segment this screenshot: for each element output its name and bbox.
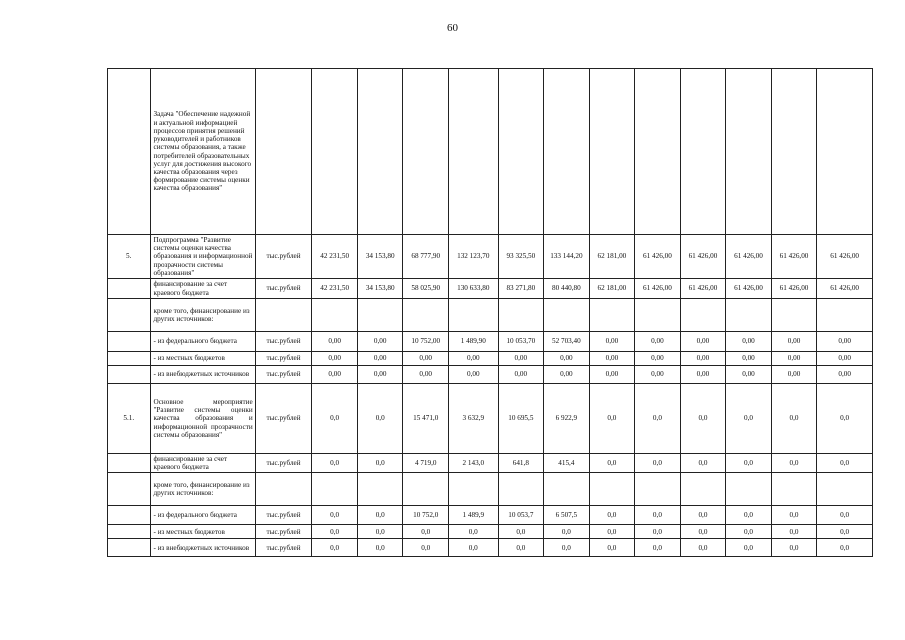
table-row: [108, 299, 873, 332]
value-cell: 0,0: [312, 384, 358, 454]
value-cell: 0,0: [771, 539, 817, 557]
row-number-cell: [108, 454, 151, 473]
value-cell: 10 752,0: [403, 506, 449, 525]
value-cell: [498, 473, 544, 506]
row-number-cell: 5.1.: [108, 384, 151, 454]
value-cell: [771, 69, 817, 235]
value-cell: 0,00: [680, 352, 726, 366]
value-cell: [726, 69, 772, 235]
value-cell: 0,00: [635, 332, 681, 352]
value-cell: 61 426,00: [817, 235, 873, 279]
value-cell: 0,0: [312, 525, 358, 539]
value-cell: 0,0: [544, 539, 590, 557]
value-cell: 0,0: [312, 454, 358, 473]
value-cell: 0,0: [589, 506, 635, 525]
value-cell: 0,0: [357, 525, 403, 539]
value-cell: 61 426,00: [771, 235, 817, 279]
value-cell: 10 752,00: [403, 332, 449, 352]
value-cell: 0,0: [498, 525, 544, 539]
value-cell: 42 231,50: [312, 279, 358, 299]
value-cell: 0,00: [312, 366, 358, 384]
unit-cell: тыс.рублей: [255, 539, 312, 557]
value-cell: [498, 299, 544, 332]
row-number-cell: [108, 525, 151, 539]
value-cell: 2 143,0: [448, 454, 498, 473]
value-cell: [544, 69, 590, 235]
unit-cell: [255, 299, 312, 332]
value-cell: 0,00: [498, 352, 544, 366]
value-cell: 0,0: [357, 384, 403, 454]
table-row: [108, 525, 873, 539]
row-name-cell: - из местных бюджетов: [150, 525, 255, 539]
value-cell: 0,00: [403, 352, 449, 366]
table-row: [108, 539, 873, 557]
value-cell: 0,0: [448, 539, 498, 557]
value-cell: [312, 69, 358, 235]
row-number-cell: [108, 473, 151, 506]
value-cell: [312, 299, 358, 332]
value-cell: 10 053,70: [498, 332, 544, 352]
value-cell: 0,00: [589, 366, 635, 384]
value-cell: [448, 69, 498, 235]
value-cell: [771, 299, 817, 332]
value-cell: 0,0: [726, 539, 772, 557]
unit-cell: тыс.рублей: [255, 525, 312, 539]
value-cell: 0,0: [726, 525, 772, 539]
value-cell: 1 489,9: [448, 506, 498, 525]
value-cell: 0,0: [312, 506, 358, 525]
unit-cell: тыс.рублей: [255, 352, 312, 366]
value-cell: 0,0: [403, 525, 449, 539]
value-cell: 58 025,90: [403, 279, 449, 299]
unit-cell: тыс.рублей: [255, 506, 312, 525]
unit-cell: тыс.рублей: [255, 279, 312, 299]
value-cell: 0,0: [589, 384, 635, 454]
value-cell: [817, 69, 873, 235]
value-cell: 0,0: [357, 454, 403, 473]
budget-table: [107, 68, 873, 557]
value-cell: [403, 299, 449, 332]
row-number-cell: [108, 506, 151, 525]
value-cell: 34 153,80: [357, 279, 403, 299]
value-cell: [589, 299, 635, 332]
row-name-cell: - из внебюджетных источников: [150, 539, 255, 557]
value-cell: 61 426,00: [680, 235, 726, 279]
value-cell: [589, 69, 635, 235]
row-number-cell: [108, 332, 151, 352]
value-cell: 0,0: [771, 454, 817, 473]
value-cell: [544, 473, 590, 506]
value-cell: 0,00: [635, 352, 681, 366]
value-cell: 0,00: [357, 332, 403, 352]
value-cell: 0,0: [817, 539, 873, 557]
value-cell: 61 426,00: [817, 279, 873, 299]
value-cell: 0,0: [817, 525, 873, 539]
value-cell: 61 426,00: [680, 279, 726, 299]
value-cell: 34 153,80: [357, 235, 403, 279]
value-cell: 0,0: [680, 384, 726, 454]
value-cell: 80 440,80: [544, 279, 590, 299]
value-cell: 52 703,40: [544, 332, 590, 352]
value-cell: 0,0: [680, 506, 726, 525]
value-cell: 83 271,80: [498, 279, 544, 299]
table-row: [108, 454, 873, 473]
value-cell: [680, 299, 726, 332]
value-cell: 15 471,0: [403, 384, 449, 454]
value-cell: 0,00: [589, 332, 635, 352]
value-cell: [680, 473, 726, 506]
value-cell: 0,00: [448, 366, 498, 384]
value-cell: 0,00: [817, 366, 873, 384]
value-cell: 0,0: [817, 454, 873, 473]
value-cell: 61 426,00: [635, 235, 681, 279]
value-cell: 0,0: [771, 384, 817, 454]
value-cell: 415,4: [544, 454, 590, 473]
table-row: [108, 235, 873, 279]
value-cell: 641,8: [498, 454, 544, 473]
value-cell: 0,0: [635, 539, 681, 557]
value-cell: 0,0: [635, 506, 681, 525]
row-name-cell: - из внебюджетных источников: [150, 366, 255, 384]
row-name-cell: - из федерального бюджета: [150, 506, 255, 525]
row-name-cell: Основное мероприятие "Развитие системы оценки качества образования и информационной прозрачности системы образования": [150, 384, 255, 454]
value-cell: 3 632,9: [448, 384, 498, 454]
unit-cell: тыс.рублей: [255, 366, 312, 384]
row-name-cell: Задача "Обеспечение надежной и актуальной информацией процессов принятия решений руководителей и работников системы образования, а также потребителей образовательных услуг для достижения высокого качества образования через формирование системы оценки качества образования": [150, 69, 255, 235]
table-row: [108, 332, 873, 352]
value-cell: [817, 473, 873, 506]
value-cell: [403, 69, 449, 235]
value-cell: 0,0: [312, 539, 358, 557]
table-row: [108, 69, 873, 235]
value-cell: 0,00: [726, 332, 772, 352]
value-cell: 61 426,00: [726, 235, 772, 279]
row-number-cell: [108, 69, 151, 235]
row-number-cell: [108, 299, 151, 332]
value-cell: 0,0: [498, 539, 544, 557]
row-name-cell: - из местных бюджетов: [150, 352, 255, 366]
row-name-cell: - из федерального бюджета: [150, 332, 255, 352]
value-cell: 6 507,5: [544, 506, 590, 525]
value-cell: 0,0: [635, 454, 681, 473]
row-name-cell: кроме того, финансирование из других источников:: [150, 473, 255, 506]
row-number-cell: [108, 366, 151, 384]
value-cell: 61 426,00: [771, 279, 817, 299]
table-row: [108, 473, 873, 506]
value-cell: 0,0: [589, 539, 635, 557]
value-cell: 0,0: [448, 525, 498, 539]
row-name-cell: финансирование за счет краевого бюджета: [150, 454, 255, 473]
value-cell: [357, 473, 403, 506]
value-cell: 0,0: [544, 525, 590, 539]
table-row: [108, 352, 873, 366]
table-row: [108, 384, 873, 454]
table-row: [108, 366, 873, 384]
value-cell: 0,00: [771, 352, 817, 366]
value-cell: 0,00: [817, 352, 873, 366]
value-cell: 6 922,9: [544, 384, 590, 454]
value-cell: 1 489,90: [448, 332, 498, 352]
value-cell: 0,00: [680, 332, 726, 352]
value-cell: 0,00: [589, 352, 635, 366]
value-cell: 0,00: [726, 366, 772, 384]
value-cell: 0,00: [312, 332, 358, 352]
value-cell: 62 181,00: [589, 279, 635, 299]
value-cell: 0,00: [771, 332, 817, 352]
value-cell: [726, 473, 772, 506]
unit-cell: [255, 69, 312, 235]
value-cell: 0,0: [589, 454, 635, 473]
value-cell: [448, 299, 498, 332]
unit-cell: тыс.рублей: [255, 332, 312, 352]
value-cell: [726, 299, 772, 332]
value-cell: 93 325,50: [498, 235, 544, 279]
value-cell: [498, 69, 544, 235]
value-cell: 62 181,00: [589, 235, 635, 279]
value-cell: 0,00: [448, 352, 498, 366]
value-cell: 0,0: [726, 384, 772, 454]
row-number-cell: [108, 539, 151, 557]
value-cell: 0,0: [403, 539, 449, 557]
row-name-cell: кроме того, финансирование из других источников:: [150, 299, 255, 332]
value-cell: 130 633,80: [448, 279, 498, 299]
value-cell: 0,0: [357, 506, 403, 525]
page-number: 60: [447, 22, 458, 34]
value-cell: 0,0: [680, 454, 726, 473]
value-cell: [448, 473, 498, 506]
value-cell: [589, 473, 635, 506]
value-cell: 0,00: [357, 352, 403, 366]
value-cell: 0,0: [771, 506, 817, 525]
table-row: [108, 506, 873, 525]
value-cell: 0,0: [817, 506, 873, 525]
row-number-cell: 5.: [108, 235, 151, 279]
value-cell: [635, 69, 681, 235]
value-cell: 0,0: [357, 539, 403, 557]
value-cell: [357, 299, 403, 332]
value-cell: [403, 473, 449, 506]
value-cell: [817, 299, 873, 332]
value-cell: 0,00: [544, 366, 590, 384]
value-cell: 0,0: [680, 525, 726, 539]
unit-cell: [255, 473, 312, 506]
unit-cell: тыс.рублей: [255, 235, 312, 279]
value-cell: 0,00: [357, 366, 403, 384]
value-cell: [544, 299, 590, 332]
value-cell: [635, 473, 681, 506]
value-cell: 4 719,0: [403, 454, 449, 473]
value-cell: 0,0: [589, 525, 635, 539]
value-cell: 0,00: [771, 366, 817, 384]
value-cell: 0,00: [498, 366, 544, 384]
value-cell: 0,00: [817, 332, 873, 352]
value-cell: [635, 299, 681, 332]
table-body: [108, 69, 873, 557]
value-cell: 0,00: [635, 366, 681, 384]
unit-cell: тыс.рублей: [255, 384, 312, 454]
value-cell: 0,00: [680, 366, 726, 384]
value-cell: 10 695,5: [498, 384, 544, 454]
value-cell: 0,0: [771, 525, 817, 539]
value-cell: 133 144,20: [544, 235, 590, 279]
value-cell: 0,0: [635, 384, 681, 454]
value-cell: 0,00: [403, 366, 449, 384]
value-cell: 68 777,90: [403, 235, 449, 279]
value-cell: 132 123,70: [448, 235, 498, 279]
value-cell: [680, 69, 726, 235]
value-cell: 61 426,00: [635, 279, 681, 299]
value-cell: 10 053,7: [498, 506, 544, 525]
value-cell: 0,00: [726, 352, 772, 366]
value-cell: [357, 69, 403, 235]
value-cell: 0,00: [544, 352, 590, 366]
value-cell: 0,0: [680, 539, 726, 557]
row-number-cell: [108, 279, 151, 299]
value-cell: 0,00: [312, 352, 358, 366]
value-cell: 0,0: [817, 384, 873, 454]
value-cell: 0,0: [726, 454, 772, 473]
row-name-cell: финансирование за счет краевого бюджета: [150, 279, 255, 299]
value-cell: [771, 473, 817, 506]
table-row: [108, 279, 873, 299]
value-cell: 0,0: [635, 525, 681, 539]
row-name-cell: Подпрограмма "Развитие системы оценки качества образования и информационной прозрачности системы образования": [150, 235, 255, 279]
value-cell: 61 426,00: [726, 279, 772, 299]
value-cell: 42 231,50: [312, 235, 358, 279]
value-cell: [312, 473, 358, 506]
unit-cell: тыс.рублей: [255, 454, 312, 473]
value-cell: 0,0: [726, 506, 772, 525]
row-number-cell: [108, 352, 151, 366]
